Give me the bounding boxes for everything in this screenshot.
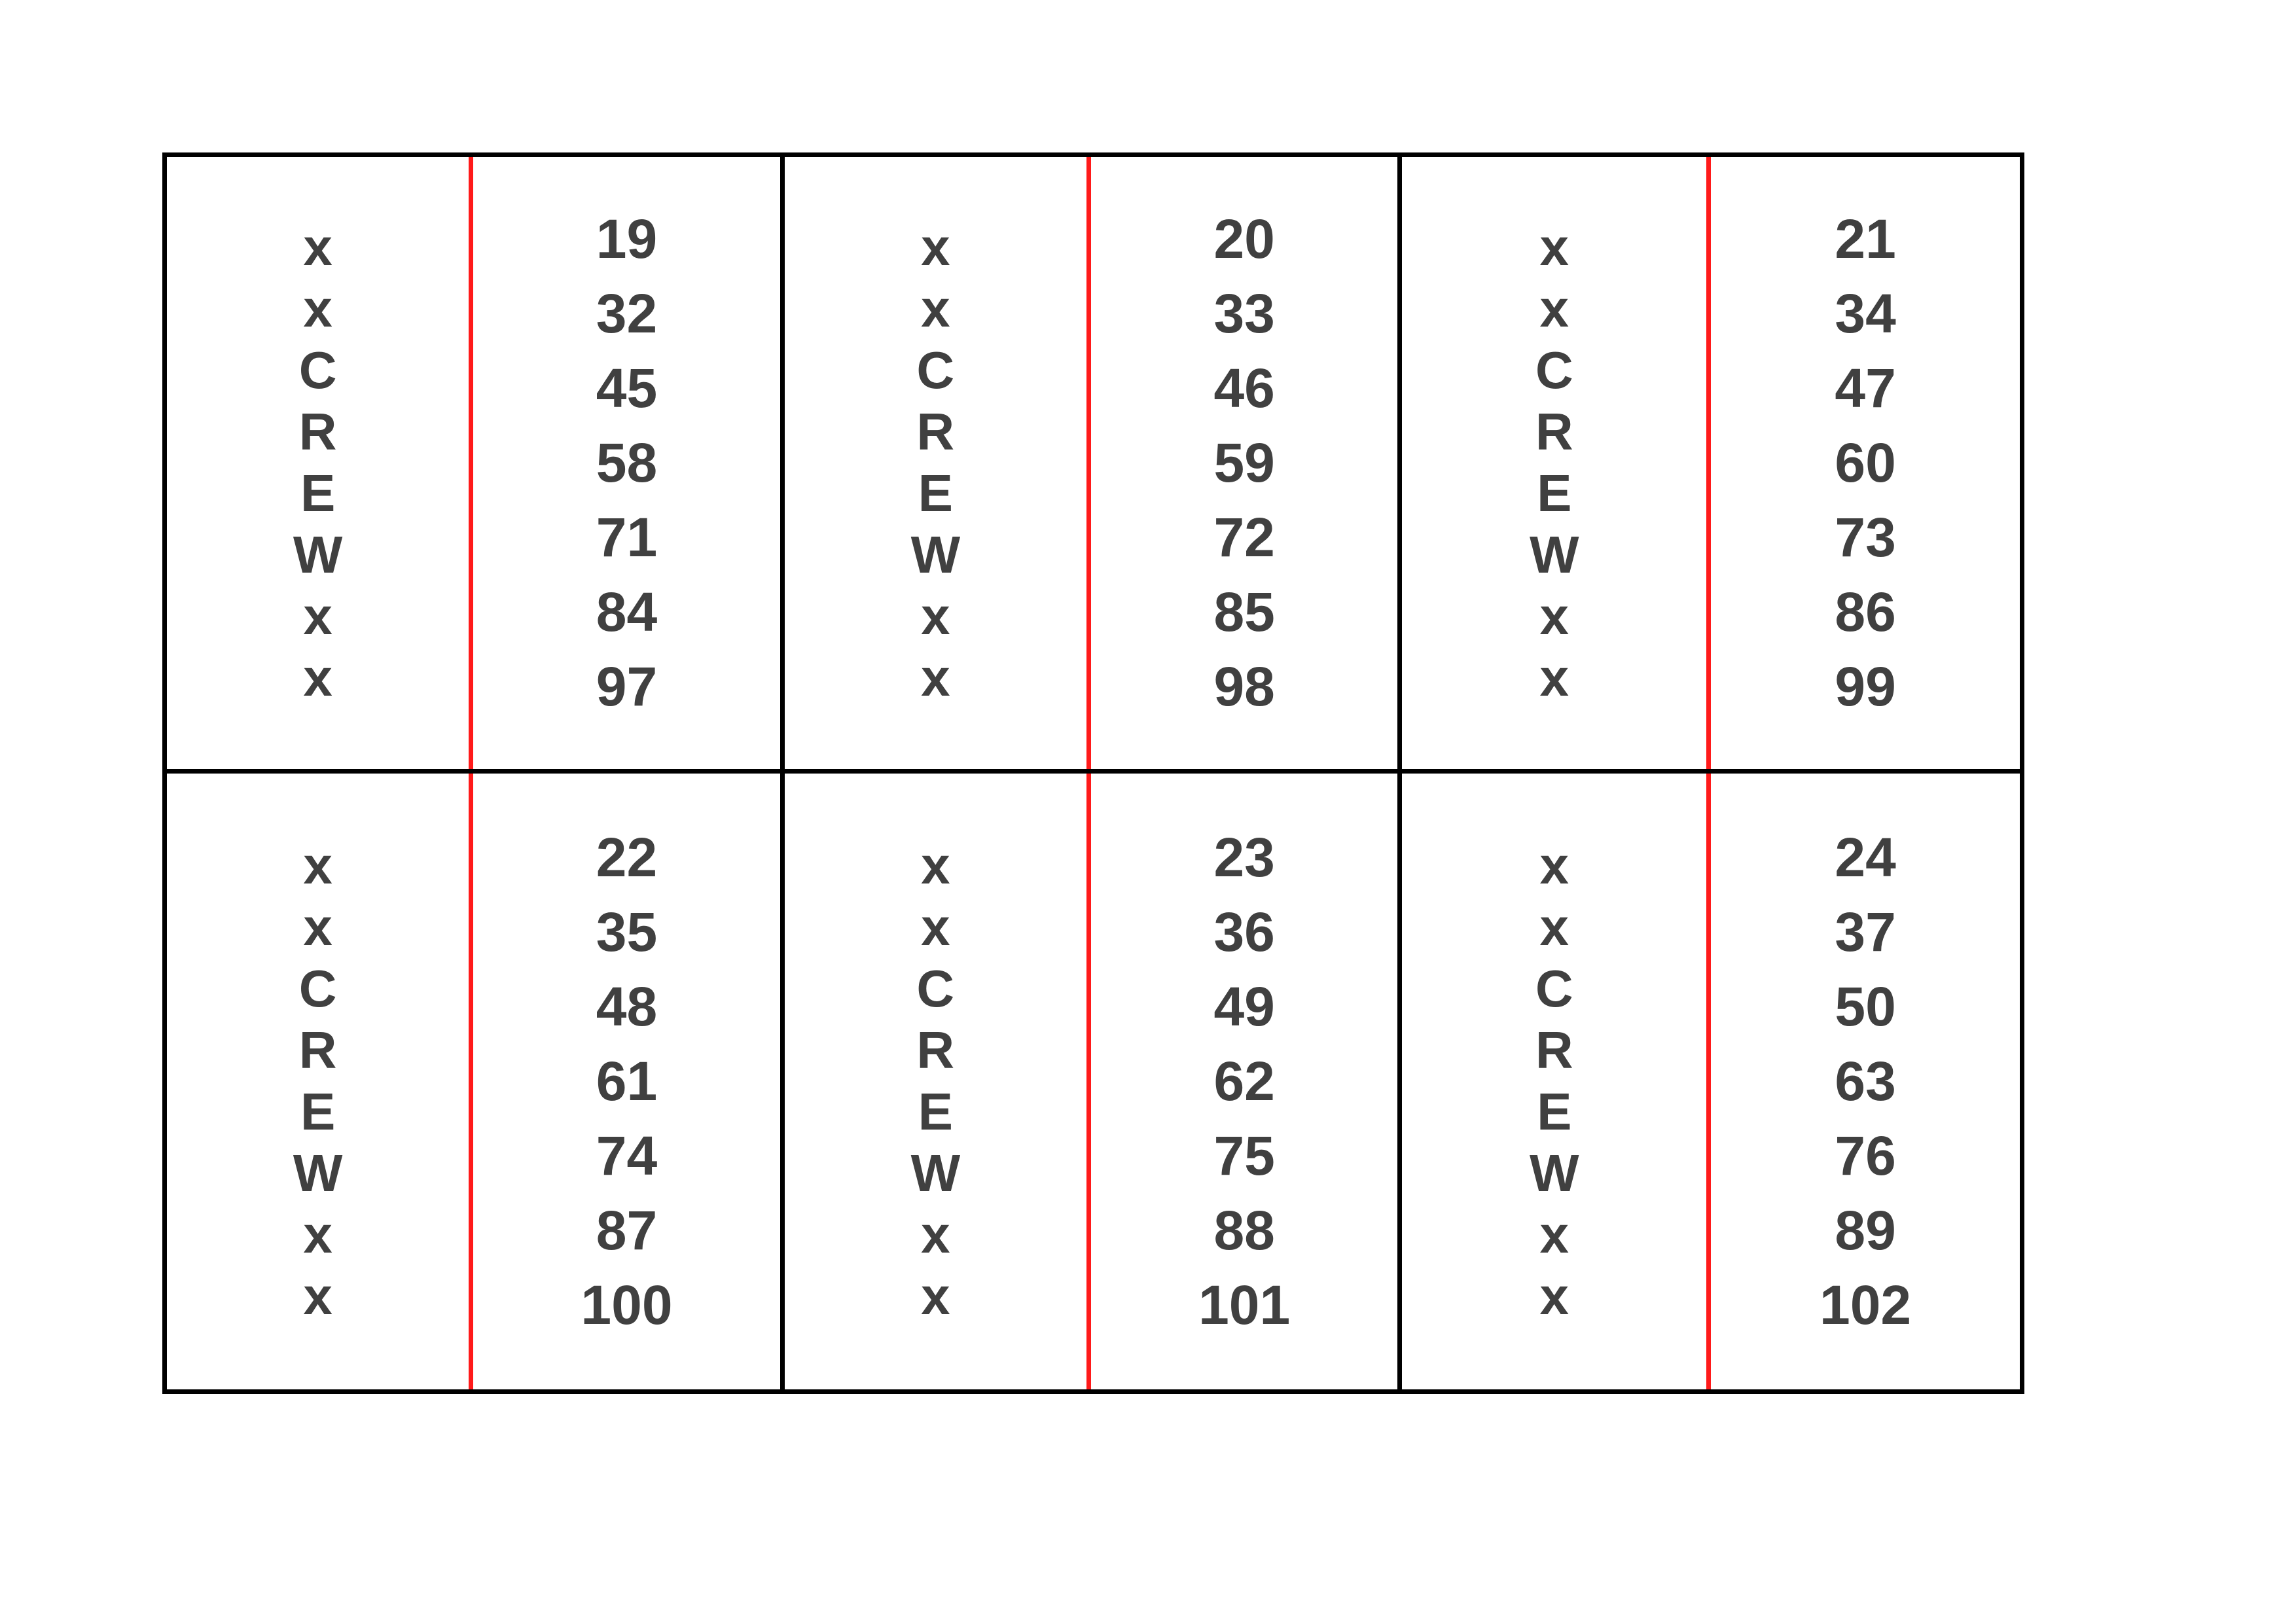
crew-letter: R xyxy=(1535,402,1573,461)
card-number: 50 xyxy=(1835,976,1896,1038)
card-number: 59 xyxy=(1213,432,1275,494)
card-number: 88 xyxy=(1213,1200,1275,1262)
crew-letter: x xyxy=(303,218,332,277)
card-number: 58 xyxy=(596,432,658,494)
number-column xyxy=(1091,774,1397,1390)
crew-letter: x xyxy=(303,587,332,646)
card-number: 74 xyxy=(596,1125,658,1187)
crew-letter: E xyxy=(300,464,336,523)
crew-letter: C xyxy=(298,959,337,1018)
card-number: 22 xyxy=(596,827,658,889)
crew-letter: x xyxy=(1539,1267,1569,1326)
crew-card xyxy=(167,157,785,774)
crew-letter: x xyxy=(303,649,332,707)
card-number: 87 xyxy=(596,1200,658,1262)
crew-card xyxy=(167,774,785,1390)
card-number: 21 xyxy=(1835,208,1896,270)
crew-letter: W xyxy=(910,526,961,584)
card-number: 72 xyxy=(1213,507,1275,569)
card-number: 33 xyxy=(1213,283,1275,345)
card-number: 63 xyxy=(1835,1050,1896,1113)
crew-letters-column xyxy=(785,157,1091,769)
crew-letter: W xyxy=(293,526,343,584)
crew-letter: x xyxy=(303,1267,332,1326)
crew-letter: x xyxy=(303,1205,332,1264)
card-number: 97 xyxy=(596,656,658,718)
card-number: 37 xyxy=(1835,901,1896,963)
crew-letter: x xyxy=(303,279,332,338)
number-column xyxy=(1711,157,2020,769)
card-number: 86 xyxy=(1835,581,1896,643)
crew-card xyxy=(1402,157,2020,774)
card-number: 73 xyxy=(1835,507,1896,569)
crew-letter: C xyxy=(1535,959,1573,1018)
card-sheet xyxy=(162,152,2024,1394)
crew-letter: x xyxy=(303,836,332,895)
card-number: 32 xyxy=(596,283,658,345)
crew-letter: R xyxy=(916,402,955,461)
crew-letter: x xyxy=(921,649,950,707)
card-number: 60 xyxy=(1835,432,1896,494)
card-number: 36 xyxy=(1213,901,1275,963)
crew-letter: R xyxy=(298,1021,337,1080)
crew-letters-column xyxy=(1402,774,1711,1390)
card-number: 84 xyxy=(596,581,658,643)
card-number: 89 xyxy=(1835,1200,1896,1262)
card-number: 24 xyxy=(1835,827,1896,889)
crew-card xyxy=(1402,774,2020,1390)
crew-letter: x xyxy=(921,836,950,895)
crew-card xyxy=(785,157,1403,774)
crew-letter: E xyxy=(918,1082,953,1141)
crew-letter: x xyxy=(303,898,332,957)
crew-letter: x xyxy=(921,1205,950,1264)
crew-letter: C xyxy=(298,341,337,400)
crew-letters-column xyxy=(167,157,473,769)
crew-letter: C xyxy=(916,959,955,1018)
card-number: 102 xyxy=(1820,1274,1912,1336)
card-number: 101 xyxy=(1198,1274,1291,1336)
number-column xyxy=(1711,774,2020,1390)
crew-letter: x xyxy=(1539,1205,1569,1264)
number-column xyxy=(1091,157,1397,769)
crew-letters-column xyxy=(167,774,473,1390)
crew-letter: E xyxy=(1537,1082,1572,1141)
crew-letters-column xyxy=(785,774,1091,1390)
card-number: 61 xyxy=(596,1050,658,1113)
crew-letter: x xyxy=(1539,898,1569,957)
crew-letter: E xyxy=(918,464,953,523)
crew-letter: x xyxy=(1539,649,1569,707)
crew-letter: W xyxy=(1529,526,1579,584)
number-column xyxy=(473,157,780,769)
card-number: 48 xyxy=(596,976,658,1038)
card-number: 62 xyxy=(1213,1050,1275,1113)
crew-letter: x xyxy=(921,898,950,957)
crew-letter: x xyxy=(921,218,950,277)
card-number: 98 xyxy=(1213,656,1275,718)
crew-letter: x xyxy=(1539,836,1569,895)
crew-card xyxy=(785,774,1403,1390)
crew-letter: R xyxy=(1535,1021,1573,1080)
crew-letter: x xyxy=(1539,218,1569,277)
crew-letter: R xyxy=(916,1021,955,1080)
crew-letter: C xyxy=(1535,341,1573,400)
card-number: 20 xyxy=(1213,208,1275,270)
card-number: 49 xyxy=(1213,976,1275,1038)
crew-letter: E xyxy=(1537,464,1572,523)
crew-letter: W xyxy=(293,1144,343,1203)
card-number: 34 xyxy=(1835,283,1896,345)
crew-letter: x xyxy=(921,587,950,646)
card-number: 35 xyxy=(596,901,658,963)
crew-letter: E xyxy=(300,1082,336,1141)
card-number: 23 xyxy=(1213,827,1275,889)
card-number: 76 xyxy=(1835,1125,1896,1187)
crew-letter: x xyxy=(1539,279,1569,338)
crew-letter: W xyxy=(910,1144,961,1203)
card-number: 99 xyxy=(1835,656,1896,718)
card-number: 46 xyxy=(1213,357,1275,419)
card-number: 45 xyxy=(596,357,658,419)
crew-letter: R xyxy=(298,402,337,461)
card-number: 100 xyxy=(581,1274,673,1336)
crew-letters-column xyxy=(1402,157,1711,769)
card-number: 19 xyxy=(596,208,658,270)
number-column xyxy=(473,774,780,1390)
crew-letter: W xyxy=(1529,1144,1579,1203)
card-number: 71 xyxy=(596,507,658,569)
crew-letter: x xyxy=(921,279,950,338)
card-number: 85 xyxy=(1213,581,1275,643)
card-number: 47 xyxy=(1835,357,1896,419)
card-number: 75 xyxy=(1213,1125,1275,1187)
crew-letter: x xyxy=(1539,587,1569,646)
crew-letter: x xyxy=(921,1267,950,1326)
crew-letter: C xyxy=(916,341,955,400)
